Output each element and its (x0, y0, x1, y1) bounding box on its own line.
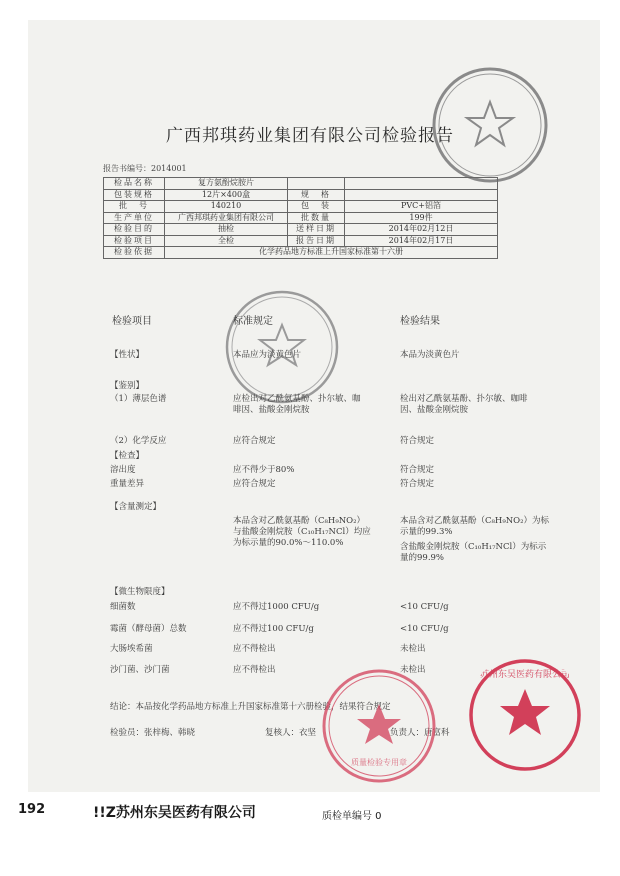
info-value: 2014年02月12日 (345, 224, 498, 236)
info-row (104, 201, 498, 213)
footer-doc-label: 质检单编号 0 (322, 811, 382, 822)
info-label: 检验目的 (104, 224, 165, 236)
company-stamp-text: 苏州东吴医药有限公司 (479, 670, 571, 680)
info-label (288, 178, 345, 190)
res-rongchudu: 符合规定 (400, 465, 435, 475)
section-jianbie: 【鉴别】 (110, 381, 145, 391)
center-stamp (220, 285, 345, 410)
quality-stamp-text: 质量检验专用章 (351, 758, 407, 767)
std-zhongliang: 应符合规定 (233, 479, 276, 489)
section-weishengwu: 【微生物限度】 (110, 587, 170, 597)
info-value: 广西邦琪药业集团有限公司 (165, 212, 288, 224)
item-bocengsepu: （1）薄层色谱 (110, 394, 167, 404)
item-xijun: 细菌数 (110, 602, 136, 612)
info-label: 报告日期 (288, 235, 345, 247)
std-xijun: 应不得过1000 CFU/g (233, 602, 320, 612)
item-rongchudu: 溶出度 (110, 465, 136, 475)
std-xingzhuang: 本品应为淡黄色片 (233, 350, 302, 360)
res-bocengsepu: 检出对乙酰氨基酚、扑尔敏、咖啡因、盐酸金刚烷胺 (400, 394, 528, 415)
info-row (104, 189, 498, 201)
std-hanliang: 本品含对乙酰氨基酚（C₈H₉NO₂）与盐酸金刚烷胺（C₁₀H₁₇NCl）均应为标示量的90.0%～110.0% (233, 516, 371, 548)
section-hanliang: 【含量测定】 (110, 502, 162, 512)
info-label: 生产单位 (104, 212, 165, 224)
res-hanliang-2: 含盐酸金刚烷胺（C₁₀H₁₇NCl）为标示量的99.9% (400, 542, 547, 563)
std-rongchudu: 应不得少于80% (233, 465, 295, 475)
item-zhongliang: 重量差异 (110, 479, 145, 489)
info-table (103, 177, 498, 259)
info-label: 包 装 (288, 201, 345, 213)
info-label: 批数量 (288, 212, 345, 224)
inspector: 检验员：张梓梅、韩晓 (110, 728, 196, 738)
res-meijun: <10 CFU/g (400, 624, 449, 634)
std-meijun: 应不得过100 CFU/g (233, 624, 314, 634)
info-value: 全检 (165, 235, 288, 247)
res-hanliang-1: 本品含对乙酰氨基酚（C₈H₉NO₂）为标示量的99.3% (400, 516, 550, 537)
info-value (345, 189, 498, 201)
page-number: 192 (18, 802, 46, 817)
info-value: 12片×400盒 (165, 189, 288, 201)
reviewer: 复核人：衣坚 (265, 728, 317, 738)
info-row (104, 224, 498, 236)
section-jiancha: 【检查】 (110, 451, 145, 461)
std-shamen: 应不得检出 (233, 665, 276, 675)
info-label: 送样日期 (288, 224, 345, 236)
footer-company: !!Z苏州东吴医药有限公司 (93, 805, 256, 821)
col-header-item: 检验项目 (112, 316, 152, 327)
info-value: 复方氨酚烷胺片 (165, 178, 288, 190)
info-label: 包装规格 (104, 189, 165, 201)
info-label: 检验项目 (104, 235, 165, 247)
item-meijun: 霉菌（酵母菌）总数 (110, 624, 187, 634)
info-value: 2014年02月17日 (345, 235, 498, 247)
col-header-result: 检验结果 (400, 316, 440, 327)
std-huaxue: 应符合规定 (233, 436, 276, 446)
conclusion: 结论：本品按化学药品地方标准上升国家标准第十六册检验，结果符合规定 (110, 702, 391, 712)
res-dachang: 未检出 (400, 644, 426, 654)
res-xijun: <10 CFU/g (400, 602, 449, 612)
item-shamen: 沙门菌、沙门菌 (110, 665, 170, 675)
info-row (104, 247, 498, 259)
info-value: 199件 (345, 212, 498, 224)
company-stamp (465, 655, 585, 775)
res-zhongliang: 符合规定 (400, 479, 435, 489)
section-xingzhuang: 【性状】 (110, 350, 145, 360)
col-header-standard: 标准规定 (233, 316, 273, 327)
info-row (104, 178, 498, 190)
std-bocengsepu: 应检出对乙酰氨基酚、扑尔敏、咖啡因、盐酸金刚烷胺 (233, 394, 361, 415)
info-row (104, 212, 498, 224)
info-label: 批 号 (104, 201, 165, 213)
res-shamen: 未检出 (400, 665, 426, 675)
info-label: 规 格 (288, 189, 345, 201)
info-value: 140210 (165, 201, 288, 213)
report-title: 广西邦琪药业集团有限公司检验报告 (166, 126, 454, 146)
info-label: 检验依据 (104, 247, 165, 259)
info-value: 抽检 (165, 224, 288, 236)
responsible: 负责人：唐富科 (390, 728, 450, 738)
item-huaxue: （2）化学反应 (110, 436, 167, 446)
info-value: 化学药品地方标准上升国家标准第十六册 (165, 247, 498, 259)
res-xingzhuang: 本品为淡黄色片 (400, 350, 460, 360)
res-huaxue: 符合规定 (400, 436, 435, 446)
info-value (345, 178, 498, 190)
info-label: 检品名称 (104, 178, 165, 190)
report-number: 报告书编号：2014001 (103, 164, 187, 173)
quality-stamp (318, 665, 440, 787)
std-dachang: 应不得检出 (233, 644, 276, 654)
info-value: PVC+铝箔 (345, 201, 498, 213)
info-row (104, 235, 498, 247)
item-dachang: 大肠埃希菌 (110, 644, 153, 654)
